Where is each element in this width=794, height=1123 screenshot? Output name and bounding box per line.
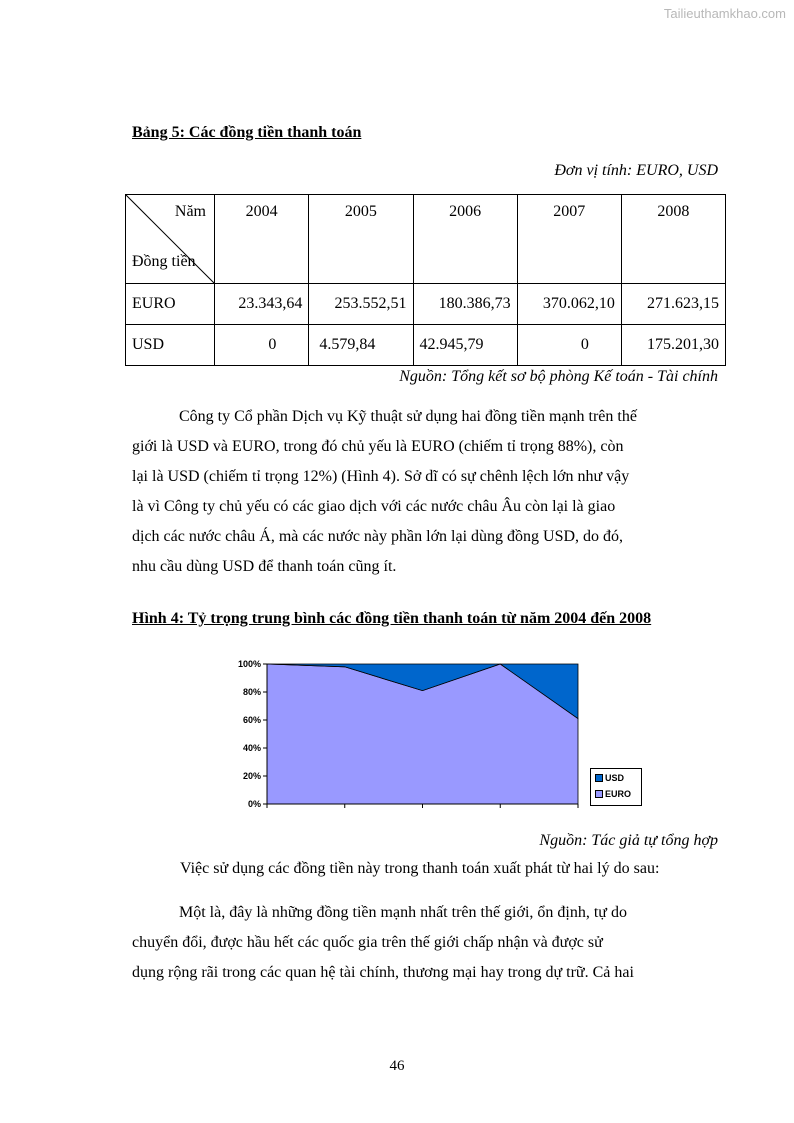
y-tick-label: 40% bbox=[242, 743, 261, 753]
text-line: là vì Công ty chủ yếu có các giao dịch với các nước châu Âu còn lại là giao bbox=[132, 498, 616, 515]
paragraph-1 bbox=[132, 402, 718, 582]
table-row bbox=[126, 325, 726, 366]
legend-item-usd bbox=[595, 773, 624, 783]
table-source: Nguồn: Tổng kết sơ bộ phòng Kế toán - Tài chính bbox=[399, 368, 718, 385]
legend-swatch-euro bbox=[595, 790, 603, 798]
y-tick-label: 20% bbox=[242, 771, 261, 781]
text-line: dụng rộng rãi trong các quan hệ tài chính, thương mại hay trong dự trữ. Cả hai bbox=[132, 964, 634, 981]
table-header-row bbox=[126, 195, 726, 284]
value-cell: 0 bbox=[517, 325, 621, 366]
value-cell: 4.579,84 bbox=[309, 325, 413, 366]
text-line: nhu cầu dùng USD để thanh toán cũng ít. bbox=[132, 558, 397, 575]
paragraph-2: Việc sử dụng các đồng tiền này trong thanh toán xuất phát từ hai lý do sau: bbox=[180, 860, 660, 877]
text-line: lại là USD (chiếm tỉ trọng 12%) (Hình 4). Sở dĩ có sự chênh lệch lớn như vậy bbox=[132, 468, 630, 485]
currency-cell: EURO bbox=[126, 284, 215, 325]
text-line: Một là, đây là những đồng tiền mạnh nhất trên thế giới, ổn định, tự do bbox=[179, 904, 627, 921]
paragraph-3 bbox=[132, 898, 718, 988]
area-chart bbox=[225, 652, 650, 812]
text-line: Công ty Cổ phần Dịch vụ Kỹ thuật sử dụng hai đồng tiền mạnh trên thế bbox=[179, 408, 637, 425]
watermark-text: Tailieuthamkhao.com bbox=[663, 6, 786, 21]
text-line: chuyển đổi, được hầu hết các quốc gia trên thế giới chấp nhận và được sử bbox=[132, 934, 603, 951]
legend-label-usd: USD bbox=[605, 773, 625, 783]
value-cell: 23.343,64 bbox=[215, 284, 309, 325]
chart-legend bbox=[590, 768, 642, 806]
year-header: 2008 bbox=[621, 195, 725, 284]
figure-title: Hình 4: Tỷ trọng trung bình các đồng tiền thanh toán từ năm 2004 đến 2008 bbox=[132, 610, 652, 627]
corner-currency-label: Đồng tiền bbox=[132, 253, 196, 270]
unit-note: Đơn vị tính: EURO, USD bbox=[554, 162, 718, 179]
year-header: 2006 bbox=[413, 195, 517, 284]
corner-year-label: Năm bbox=[174, 203, 206, 220]
figure-source: Nguồn: Tác giả tự tổng hợp bbox=[539, 832, 718, 849]
text-line: dịch các nước châu Á, mà các nước này phần lớn lại dùng đồng USD, do đó, bbox=[132, 528, 624, 545]
value-cell: 370.062,10 bbox=[517, 284, 621, 325]
corner-cell bbox=[126, 195, 215, 284]
y-tick-label: 80% bbox=[242, 687, 261, 697]
legend-swatch-usd bbox=[595, 774, 603, 782]
year-header: 2004 bbox=[215, 195, 309, 284]
year-header: 2007 bbox=[517, 195, 621, 284]
page-number: 46 bbox=[389, 1058, 405, 1074]
text-line: giới là USD và EURO, trong đó chủ yếu là EURO (chiếm tỉ trọng 88%), còn bbox=[132, 438, 624, 455]
y-tick-label: 60% bbox=[242, 715, 261, 725]
value-cell: 42.945,79 bbox=[413, 325, 517, 366]
value-cell: 253.552,51 bbox=[309, 284, 413, 325]
value-cell: 271.623,15 bbox=[621, 284, 725, 325]
table-title: Bảng 5: Các đồng tiền thanh toán bbox=[132, 124, 362, 141]
legend-label-euro: EURO bbox=[605, 789, 632, 799]
currency-cell: USD bbox=[126, 325, 215, 366]
currency-table bbox=[125, 194, 726, 366]
value-cell: 180.386,73 bbox=[413, 284, 517, 325]
y-tick-label: 100% bbox=[237, 659, 261, 669]
year-header: 2005 bbox=[309, 195, 413, 284]
value-cell: 0 bbox=[215, 325, 309, 366]
legend-item-euro bbox=[595, 789, 631, 799]
table-row bbox=[126, 284, 726, 325]
value-cell: 175.201,30 bbox=[621, 325, 725, 366]
y-tick-label: 0% bbox=[247, 799, 261, 809]
